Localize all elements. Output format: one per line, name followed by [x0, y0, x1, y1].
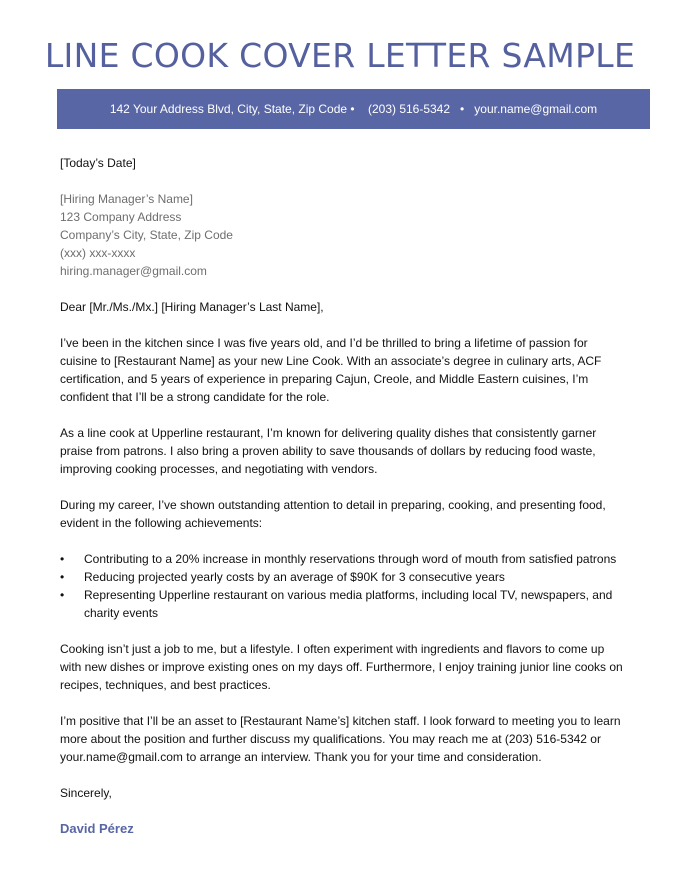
recipient-city: Company’s City, State, Zip Code [60, 228, 233, 242]
address: 142 Your Address Blvd, City, State, Zip Code [109, 102, 348, 116]
list-item [60, 568, 625, 586]
recipient-email: hiring.manager@gmail.com [60, 264, 207, 278]
bullet-text: Contributing to a 20% increase in monthly reservations through word of mouth from satisfied patrons [84, 552, 617, 566]
signature: David Pérez [60, 821, 134, 836]
paragraph: As a line cook at Upperline restaurant, I’m known for delivering quality dishes that consistently garner praise from patrons. I also bring a proven ability to save thousands of dollars by reducing food waste, improving cooking processes, and negotiating with vendors. [60, 426, 597, 476]
bullet-text: Representing Upperline restaurant on various media platforms, including local TV, newspapers, and charity events [84, 588, 613, 620]
recipient-address: 123 Company Address [60, 210, 182, 224]
email: your.name@gmail.com [474, 102, 598, 116]
recipient-phone: (xxx) xxx-xxxx [60, 246, 136, 260]
paragraph: I’ve been in the kitchen since I was five years old, and I’d be thrilled to bring a lifetime of passion for cuisine to [Restaurant Name] as your new Line Cook. With an associate’s degree in culinary arts, ACF certification, and 5 years of experience in preparing Cajun, Creole, and Middle Eastern cuisines, I’m confident that I’ll be a strong candidate for the role. [60, 336, 602, 404]
contact-band [57, 89, 650, 129]
date: [Today’s Date] [60, 156, 136, 170]
phone: (203) 516-5342 [367, 102, 451, 116]
recipient-name: [Hiring Manager’s Name] [60, 192, 193, 206]
paragraph: Cooking isn’t just a job to me, but a lifestyle. I often experiment with ingredients and flavors to come up with new dishes or improve existing ones on my days off. Furthermore, I enjoy training junior line cooks on recipes, techniques, and best practices. [60, 642, 623, 692]
salutation: Dear [Mr./Ms./Mx.] [Hiring Manager’s Last Name], [60, 300, 324, 314]
list-item [60, 586, 625, 622]
recipient-block [60, 190, 625, 280]
separator: • [460, 102, 465, 116]
bullet-text: Reducing projected yearly costs by an average of $90K for 3 consecutive years [84, 570, 505, 584]
separator: • [350, 102, 355, 116]
list-item [60, 550, 625, 568]
paragraph: I’m positive that I’ll be an asset to [Restaurant Name’s] kitchen staff. I look forward to meeting you to learn more about the position and further discuss my qualifications. You may reach me at (203) 516-5342 or your.name@gmail.com to arrange an interview. Thank you for your time and consideration. [60, 714, 621, 764]
bullet-icon: • [60, 588, 65, 602]
paragraph: During my career, I’ve shown outstanding attention to detail in preparing, cooking, and presenting food, evident in the following achievements: [60, 498, 606, 530]
letter-body [60, 154, 625, 838]
achievements-list [60, 550, 625, 622]
bullet-icon: • [60, 552, 65, 566]
page-title: LINE COOK COVER LETTER SAMPLE [44, 36, 636, 75]
bullet-icon: • [60, 570, 65, 584]
closing: Sincerely, [60, 786, 112, 800]
